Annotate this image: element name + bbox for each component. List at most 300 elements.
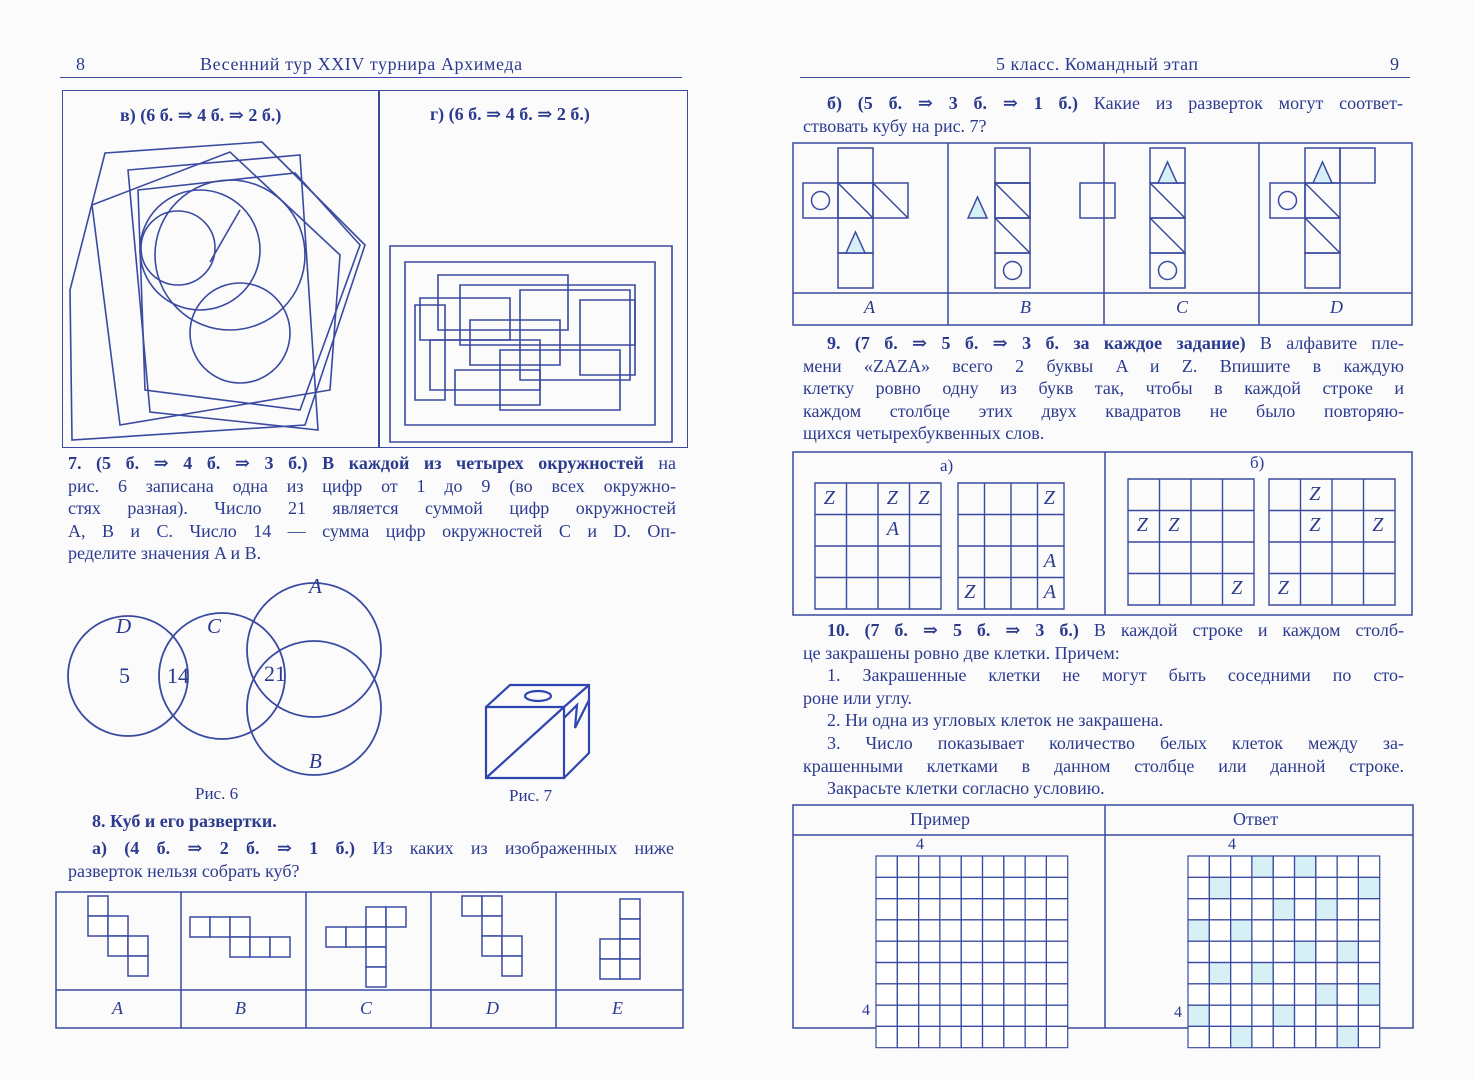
grid-cell[interactable] xyxy=(1252,984,1273,1005)
grid-cell[interactable] xyxy=(919,899,940,920)
cube-net-label: C xyxy=(1176,297,1189,317)
net-cell xyxy=(88,916,108,936)
grid-cell[interactable] xyxy=(1358,941,1379,962)
diagonal xyxy=(1305,183,1340,218)
shaded-cell xyxy=(1252,963,1273,984)
shaded-cell xyxy=(1188,1005,1209,1026)
zaza-cell[interactable]: Z xyxy=(1309,514,1321,537)
grid-cell[interactable] xyxy=(1295,856,1316,877)
grid-cell[interactable] xyxy=(1316,984,1337,1005)
task10-text xyxy=(803,619,1404,800)
net-cell xyxy=(600,959,620,979)
net-4 xyxy=(600,899,640,979)
task9-text xyxy=(803,332,1404,445)
net-cell xyxy=(250,937,270,957)
task10-table xyxy=(793,805,1413,1028)
grid-cell[interactable] xyxy=(1209,963,1230,984)
net-3 xyxy=(462,896,522,976)
cube-net-label: A xyxy=(864,297,875,317)
grid-cell[interactable] xyxy=(1209,941,1230,962)
grid-cell[interactable] xyxy=(1358,899,1379,920)
cube-net-1 xyxy=(968,148,1030,288)
grid-cell[interactable] xyxy=(1046,856,1067,877)
grid-cell[interactable] xyxy=(1295,877,1316,898)
triangle-mark xyxy=(846,232,865,253)
grid-cell[interactable] xyxy=(1273,963,1294,984)
grid-cell[interactable] xyxy=(876,1026,897,1047)
grid-cell[interactable] xyxy=(1046,941,1067,962)
grid-cell[interactable] xyxy=(1231,963,1252,984)
grid-cell[interactable] xyxy=(1273,984,1294,1005)
cube-net-label: D xyxy=(1330,297,1343,317)
grid-cell[interactable] xyxy=(1358,1005,1379,1026)
grid-cell[interactable] xyxy=(940,963,961,984)
example-clue-top: 4 xyxy=(916,836,924,853)
venn-value-14: 14 xyxy=(167,663,189,688)
diagonal xyxy=(838,183,873,218)
grid-cell[interactable] xyxy=(876,877,897,898)
grid-cell[interactable] xyxy=(1273,920,1294,941)
grid-cell[interactable] xyxy=(983,920,1004,941)
grid-cell[interactable] xyxy=(940,877,961,898)
fig-g-label: г) (6 б. ⇒ 4 б. ⇒ 2 б.) xyxy=(430,104,590,124)
grid-cell[interactable] xyxy=(983,899,1004,920)
grid-cell[interactable] xyxy=(1252,877,1273,898)
grid-cell[interactable] xyxy=(1004,941,1025,962)
grid-cell[interactable] xyxy=(1337,899,1358,920)
grid-cell[interactable] xyxy=(1337,856,1358,877)
grid-cell[interactable] xyxy=(1188,856,1209,877)
grid-cell[interactable] xyxy=(1231,899,1252,920)
grid-cell[interactable] xyxy=(1004,1026,1025,1047)
circle-A xyxy=(247,583,381,717)
zaza-cell[interactable]: A xyxy=(1043,581,1056,604)
net-cell xyxy=(482,916,502,936)
net-cell xyxy=(462,896,482,916)
net-cell xyxy=(620,899,640,919)
grid-cell[interactable] xyxy=(1273,1005,1294,1026)
grid-cell[interactable] xyxy=(1004,920,1025,941)
grid-cell[interactable] xyxy=(1252,941,1273,962)
header-rule-left xyxy=(60,77,682,78)
grid-cell[interactable] xyxy=(1004,963,1025,984)
net-label: D xyxy=(486,998,499,1018)
shaded-cell xyxy=(1273,1005,1294,1026)
running-title-right: 5 класс. Командный этап xyxy=(996,54,1199,74)
net-cell xyxy=(270,937,290,957)
circle-mark xyxy=(1004,262,1022,280)
net-cell xyxy=(230,937,250,957)
grid-cell[interactable] xyxy=(1252,856,1273,877)
grid-cell[interactable] xyxy=(897,899,918,920)
venn-label-C: C xyxy=(207,614,222,638)
grid-cell[interactable] xyxy=(1188,963,1209,984)
text-line: ределите значения A и B. xyxy=(68,543,262,564)
text-line xyxy=(803,332,1404,355)
grid-cell[interactable] xyxy=(1252,1005,1273,1026)
cube-net-3 xyxy=(1270,148,1375,288)
fig6-caption: Рис. 6 xyxy=(195,784,239,803)
zaza-cell[interactable]: Z xyxy=(886,486,898,509)
zaza-grids xyxy=(815,479,1395,609)
grid-cell[interactable] xyxy=(1209,1026,1230,1047)
text-line: каждом столбце этих двух квадратов не было повторяю- xyxy=(803,400,1404,421)
grid-cell[interactable] xyxy=(1025,920,1046,941)
grid-cell[interactable] xyxy=(961,1005,982,1026)
triangle-mark xyxy=(1313,162,1332,183)
task10-grids xyxy=(876,856,1380,1048)
cube-net-0 xyxy=(803,148,908,288)
diagonal xyxy=(1150,218,1185,253)
grid-cell[interactable] xyxy=(1337,1005,1358,1026)
zaza-part-a-label: а) xyxy=(940,456,954,475)
grid-cell[interactable] xyxy=(1252,963,1273,984)
zaza-cell[interactable]: Z xyxy=(823,486,835,509)
circle-mark xyxy=(1279,192,1297,210)
grid-cell[interactable] xyxy=(919,963,940,984)
grid-cell[interactable] xyxy=(1316,1005,1337,1026)
zaza-cell[interactable]: Z xyxy=(918,486,930,509)
grid-cell[interactable] xyxy=(1025,877,1046,898)
figure-6-venn xyxy=(68,583,381,775)
grid-cell[interactable] xyxy=(961,856,982,877)
net-cell xyxy=(482,896,502,916)
grid-cell[interactable] xyxy=(1231,1005,1252,1026)
nets-a-drawings xyxy=(88,896,640,987)
shaded-cell xyxy=(1337,941,1358,962)
grid-cell[interactable] xyxy=(1209,984,1230,1005)
grid-cell[interactable] xyxy=(876,941,897,962)
grid-cell[interactable] xyxy=(1004,899,1025,920)
diagonal xyxy=(873,183,908,218)
grid-cell[interactable] xyxy=(1231,1026,1252,1047)
net-cell xyxy=(620,939,640,959)
net-cell xyxy=(128,956,148,976)
grid-cell[interactable] xyxy=(1252,920,1273,941)
shaded-cell xyxy=(1316,984,1337,1005)
grid-cell[interactable] xyxy=(1337,920,1358,941)
zaza-part-b-label: б) xyxy=(1250,453,1265,472)
grid-cell[interactable] xyxy=(1188,1005,1209,1026)
net-0 xyxy=(88,896,148,976)
shaded-cell xyxy=(1252,856,1273,877)
grid-cell[interactable] xyxy=(1004,856,1025,877)
zaza-cell[interactable]: Z xyxy=(1277,577,1289,600)
grid-cell[interactable] xyxy=(897,920,918,941)
net-cell xyxy=(346,927,366,947)
shaded-cell xyxy=(1209,877,1230,898)
grid-cell[interactable] xyxy=(1004,984,1025,1005)
net-cell xyxy=(620,919,640,939)
grid-cell[interactable] xyxy=(876,920,897,941)
net-1 xyxy=(190,917,290,957)
grid-cell[interactable] xyxy=(897,877,918,898)
grid-cell[interactable] xyxy=(983,941,1004,962)
answer-clue-left: 4 xyxy=(1174,1004,1182,1021)
grid-cell[interactable] xyxy=(1188,877,1209,898)
grid-cell[interactable] xyxy=(1295,1005,1316,1026)
grid-cell[interactable] xyxy=(1337,984,1358,1005)
grid-cell[interactable] xyxy=(1273,877,1294,898)
grid-cell[interactable] xyxy=(1046,877,1067,898)
grid-cell[interactable] xyxy=(1295,963,1316,984)
grid-cell[interactable] xyxy=(1025,899,1046,920)
grid-cell[interactable] xyxy=(1252,899,1273,920)
net-cell xyxy=(128,936,148,956)
cube-net-2 xyxy=(1080,148,1185,288)
grid-cell[interactable] xyxy=(1316,920,1337,941)
grid-cell[interactable] xyxy=(940,984,961,1005)
text-line: рис. 6 записана одна из цифр от 1 до 9 (во всех окружно- xyxy=(68,475,676,496)
task8a-text xyxy=(68,837,674,882)
grid-cell[interactable] xyxy=(1273,856,1294,877)
grid-cell[interactable] xyxy=(940,1005,961,1026)
page-number-right: 9 xyxy=(1390,54,1399,74)
grid-cell[interactable] xyxy=(1004,1005,1025,1026)
grid-cell[interactable] xyxy=(1295,899,1316,920)
text-span: Какие из разверток могут соответ- xyxy=(1078,93,1403,113)
net-cell xyxy=(502,936,522,956)
shaded-cell xyxy=(1316,899,1337,920)
grid-cell[interactable] xyxy=(897,984,918,1005)
text-span: В каждой строке и каждом столб- xyxy=(1078,620,1404,640)
grid-cell[interactable] xyxy=(1358,1026,1379,1047)
task7-text xyxy=(68,452,676,565)
grid-cell[interactable] xyxy=(961,877,982,898)
text-line: ствовать кубу на рис. 7? xyxy=(803,115,987,136)
net-cell xyxy=(108,936,128,956)
grid-cell[interactable] xyxy=(1316,877,1337,898)
grid-cell[interactable] xyxy=(1188,899,1209,920)
figure-7-cube xyxy=(486,685,589,778)
grid-cell[interactable] xyxy=(1358,963,1379,984)
diagonal xyxy=(1305,218,1340,253)
grid-cell[interactable] xyxy=(919,877,940,898)
venn-value-5: 5 xyxy=(119,663,130,688)
grid-cell[interactable] xyxy=(876,963,897,984)
grid-cell[interactable] xyxy=(1231,856,1252,877)
zaza-cell[interactable]: Z xyxy=(1372,514,1384,537)
shaded-cell xyxy=(1231,1026,1252,1047)
zaza-cell[interactable]: Z xyxy=(1043,486,1055,509)
example-clue-left: 4 xyxy=(862,1002,870,1019)
grid-cell[interactable] xyxy=(940,856,961,877)
grid-cell[interactable] xyxy=(940,899,961,920)
grid-cell[interactable] xyxy=(1273,941,1294,962)
zaza-cell[interactable]: Z xyxy=(1168,514,1180,537)
divider xyxy=(378,91,380,447)
grid-cell[interactable] xyxy=(1025,963,1046,984)
shaded-cell xyxy=(1209,963,1230,984)
grid-cell[interactable] xyxy=(961,920,982,941)
grid-cell[interactable] xyxy=(1316,1026,1337,1047)
zaza-cell[interactable]: Z xyxy=(964,581,976,604)
example-header: Пример xyxy=(910,809,971,829)
text-line xyxy=(68,452,676,475)
grid-cell[interactable] xyxy=(940,1026,961,1047)
nets-table-b xyxy=(793,143,1412,325)
grid-cell[interactable] xyxy=(897,1005,918,1026)
grid-cell[interactable] xyxy=(1025,941,1046,962)
grid-cell[interactable] xyxy=(983,1026,1004,1047)
grid-cell[interactable] xyxy=(919,856,940,877)
task8b-text xyxy=(803,92,1403,137)
grid-cell[interactable] xyxy=(1025,856,1046,877)
grid-cell[interactable] xyxy=(961,941,982,962)
task-lead: 9. (7 б. ⇒ 5 б. ⇒ 3 б. за каждое задание) xyxy=(827,333,1246,353)
figures-vg-box xyxy=(62,90,688,448)
grid-cell[interactable] xyxy=(1188,920,1209,941)
net-cell xyxy=(108,916,128,936)
grid-cell[interactable] xyxy=(1337,963,1358,984)
grid-cell[interactable] xyxy=(1295,1026,1316,1047)
grid-cell[interactable] xyxy=(1337,877,1358,898)
grid-cell[interactable] xyxy=(940,941,961,962)
net-cell xyxy=(620,959,640,979)
task-lead: 7. (5 б. ⇒ 4 б. ⇒ 3 б.) В каждой из четырех окружностей xyxy=(68,453,644,473)
shaded-cell xyxy=(1273,899,1294,920)
grid-cell[interactable] xyxy=(983,1005,1004,1026)
net-label: B xyxy=(235,998,246,1018)
grid-cell[interactable] xyxy=(1188,1026,1209,1047)
task-lead: а) (4 б. ⇒ 2 б. ⇒ 1 б.) xyxy=(92,838,356,858)
grid-cell[interactable] xyxy=(1295,984,1316,1005)
diagonal xyxy=(995,183,1030,218)
grid-cell[interactable] xyxy=(1209,856,1230,877)
grid-cell[interactable] xyxy=(1025,984,1046,1005)
zaza-cell[interactable]: A xyxy=(886,518,899,541)
grid-cell[interactable] xyxy=(1295,941,1316,962)
grid-cell[interactable] xyxy=(1046,984,1067,1005)
nets-b-drawings xyxy=(803,148,1375,288)
diagonal xyxy=(995,218,1030,253)
venn-label-A: A xyxy=(309,574,322,598)
net-cell xyxy=(366,907,386,927)
grid-cell[interactable] xyxy=(1316,941,1337,962)
shaded-cell xyxy=(1295,941,1316,962)
fig7-caption: Рис. 7 xyxy=(509,786,553,805)
grid-cell[interactable] xyxy=(961,984,982,1005)
grid-cell[interactable] xyxy=(1046,963,1067,984)
grid-cell[interactable] xyxy=(1209,899,1230,920)
grid-cell[interactable] xyxy=(1337,941,1358,962)
task-lead: 10. (7 б. ⇒ 5 б. ⇒ 3 б.) xyxy=(827,620,1079,640)
grid-cell[interactable] xyxy=(1209,1005,1230,1026)
text-span: В алфавите пле- xyxy=(1245,333,1405,353)
grid-cell[interactable] xyxy=(1337,1026,1358,1047)
grid-cell[interactable] xyxy=(1004,877,1025,898)
grid-cell[interactable] xyxy=(1046,920,1067,941)
text-span: на xyxy=(643,453,676,473)
zaza-cell[interactable]: Z xyxy=(1309,482,1321,505)
text-line: крашенными клетками в данном столбце или данной строке. xyxy=(803,755,1404,776)
grid-cell[interactable] xyxy=(1358,856,1379,877)
grid-cell[interactable] xyxy=(1358,877,1379,898)
grid-cell[interactable] xyxy=(919,941,940,962)
grid-cell[interactable] xyxy=(1252,1026,1273,1047)
grid-cell[interactable] xyxy=(961,963,982,984)
net-cell xyxy=(190,917,210,937)
grid-cell[interactable] xyxy=(1316,856,1337,877)
grid-cell[interactable] xyxy=(1209,920,1230,941)
net-cell xyxy=(230,917,250,937)
grid-cell[interactable] xyxy=(961,899,982,920)
text-line: щихся четырехбуквенных слов. xyxy=(803,423,1045,444)
grid-cell[interactable] xyxy=(1316,963,1337,984)
grid-cell[interactable] xyxy=(876,1005,897,1026)
text-span: Из каких из изображенных ниже xyxy=(355,838,674,858)
grid-cell[interactable] xyxy=(1231,877,1252,898)
grid-cell[interactable] xyxy=(1358,984,1379,1005)
zaza-cell[interactable]: A xyxy=(1043,549,1056,572)
grid-cell[interactable] xyxy=(1046,1026,1067,1047)
grid-cell[interactable] xyxy=(961,1026,982,1047)
grid-cell[interactable] xyxy=(1025,1026,1046,1047)
grid-cell[interactable] xyxy=(919,1005,940,1026)
net-2 xyxy=(326,907,406,987)
grid-cell[interactable] xyxy=(940,920,961,941)
grid-cell[interactable] xyxy=(1358,920,1379,941)
example-grid xyxy=(876,856,1068,1048)
text-line xyxy=(803,619,1404,642)
grid-cell[interactable] xyxy=(876,899,897,920)
text-line xyxy=(803,92,1403,115)
net-cell xyxy=(366,967,386,987)
grid-cell[interactable] xyxy=(1231,920,1252,941)
grid-cell[interactable] xyxy=(897,856,918,877)
zaza-cell[interactable]: Z xyxy=(1231,577,1243,600)
shaded-cell xyxy=(1231,920,1252,941)
grid-cell[interactable] xyxy=(1188,984,1209,1005)
grid-cell[interactable] xyxy=(983,877,1004,898)
text-line: мени «ZAZA» всего 2 буквы A и Z. Впишите в каждую xyxy=(803,355,1404,376)
grid-cell[interactable] xyxy=(919,1026,940,1047)
venn-label-B: B xyxy=(309,749,322,773)
grid-cell[interactable] xyxy=(919,984,940,1005)
grid-cell[interactable] xyxy=(1231,941,1252,962)
grid-cell[interactable] xyxy=(1046,1005,1067,1026)
grid-cell[interactable] xyxy=(1046,899,1067,920)
answer-clue-top: 4 xyxy=(1228,836,1236,853)
net-cell xyxy=(366,947,386,967)
venn-label-D: D xyxy=(116,614,132,638)
grid-cell[interactable] xyxy=(876,984,897,1005)
grid-cell[interactable] xyxy=(897,963,918,984)
net-cell xyxy=(502,956,522,976)
answer-header: Ответ xyxy=(1233,809,1279,829)
grid-cell[interactable] xyxy=(1273,1026,1294,1047)
grid-cell[interactable] xyxy=(1231,984,1252,1005)
text-line: разверток нельзя собрать куб? xyxy=(68,860,300,881)
grid-cell[interactable] xyxy=(876,856,897,877)
grid-cell[interactable] xyxy=(983,984,1004,1005)
grid-cell[interactable] xyxy=(983,856,1004,877)
grid-cell[interactable] xyxy=(1295,920,1316,941)
task8-heading: 8. Куб и его развертки. xyxy=(92,811,277,831)
net-cell xyxy=(326,927,346,947)
grid-cell[interactable] xyxy=(1025,1005,1046,1026)
grid-cell[interactable] xyxy=(897,941,918,962)
circle-mark xyxy=(1159,262,1177,280)
grid-cell[interactable] xyxy=(1273,899,1294,920)
grid-cell[interactable] xyxy=(1316,899,1337,920)
zaza-cell[interactable]: Z xyxy=(1136,514,1148,537)
grid-cell[interactable] xyxy=(983,963,1004,984)
grid-cell[interactable] xyxy=(919,920,940,941)
grid-cell[interactable] xyxy=(897,1026,918,1047)
grid-cell[interactable] xyxy=(1209,877,1230,898)
grid-cell[interactable] xyxy=(1188,941,1209,962)
